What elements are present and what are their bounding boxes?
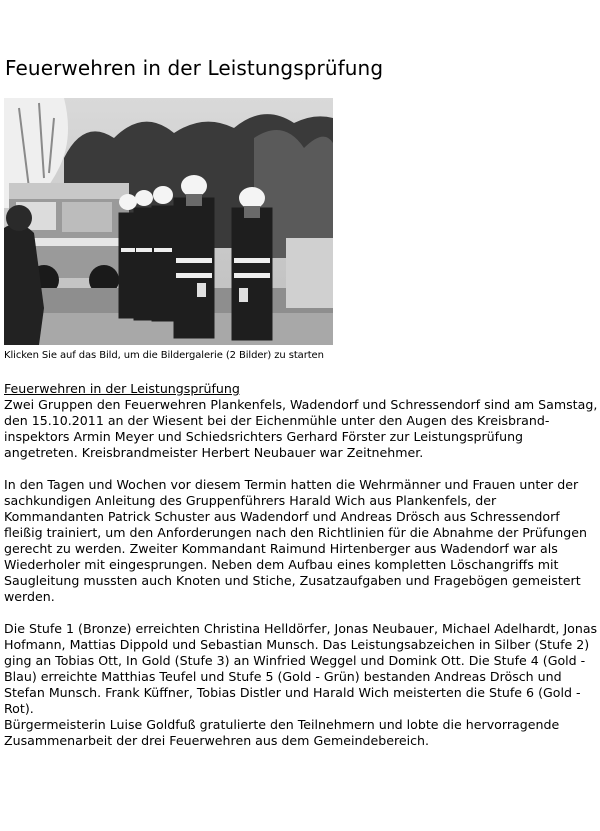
article-body: [4, 381, 598, 765]
article-heading: Feuerwehren in der Leistungsprüfung: [4, 381, 240, 396]
article-paragraph: Die Stufe 1 (Bronze) erreichten Christina Helldörfer, Jonas Neubauer, Michael Adelhardt, Jonas Hofmann, Mattias Dippold und Sebastian Munsch. Das Leistungsabzeichen in Silber (Stufe 2) ging an Tobias Ott, In Gold (Stufe 3) an Winfried Weggel und Domink Ott. Die Stufe 4 (Gold - Blau) erreichte Matthias Teufel und Stufe 5 (Gold - Grün) bestanden Andreas Drösch und Stefan Munsch. Frank Küffner, Tobias Distler und Harald Wich meisterten die Stufe 6 (Gold - Rot).: [4, 621, 598, 716]
article-intro: [4, 381, 598, 461]
article-paragraph: In den Tagen und Wochen vor diesem Termin hatten die Wehrmänner und Frauen unter der sachkundigen Anleitung des Gruppenführers Harald Wich aus Plankenfels, der Kommandanten Patrick Schuster aus Wadendorf und Andreas Drösch aus Schressendorf fleißig trainiert, um den Anforderungen nach den Richtlinien für die Abnahme der Prüfungen gerecht zu werden. Zweiter Kommandant Raimund Hirtenberger aus Wadendorf war als Wiederholer mit eingesprungen. Neben dem Aufbau eines kompletten Löschangriffs mit Saugleitung mussten auch Knoten und Stiche, Zusatzaufgaben und Fragebögen gemeistert werden.: [4, 477, 587, 604]
gallery-photo[interactable]: [4, 98, 333, 345]
article-paragraph: Zwei Gruppen den Feuerwehren Plankenfels, Wadendorf und Schressendorf sind am Samstag, den 15.10.2011 an der Wiesent bei der Eichenmühle unter den Augen des Kreisbrand-inspektors Armin Meyer und Schiedsrichters Gerhard Förster zur Leistungsprüfung angetreten. Kreisbrandmeister Herbert Neubauer war Zeitnehmer.: [4, 397, 598, 460]
page-title: Feuerwehren in der Leistungsprüfung: [5, 56, 384, 80]
article-paragraph: Bürgermeisterin Luise Goldfuß gratulierte den Teilnehmern und lobte die hervorragende Zusammenarbeit der drei Feuerwehren aus dem Gemeindebereich.: [4, 717, 560, 748]
image-caption: Klicken Sie auf das Bild, um die Bildergalerie (2 Bilder) zu starten: [4, 350, 324, 361]
